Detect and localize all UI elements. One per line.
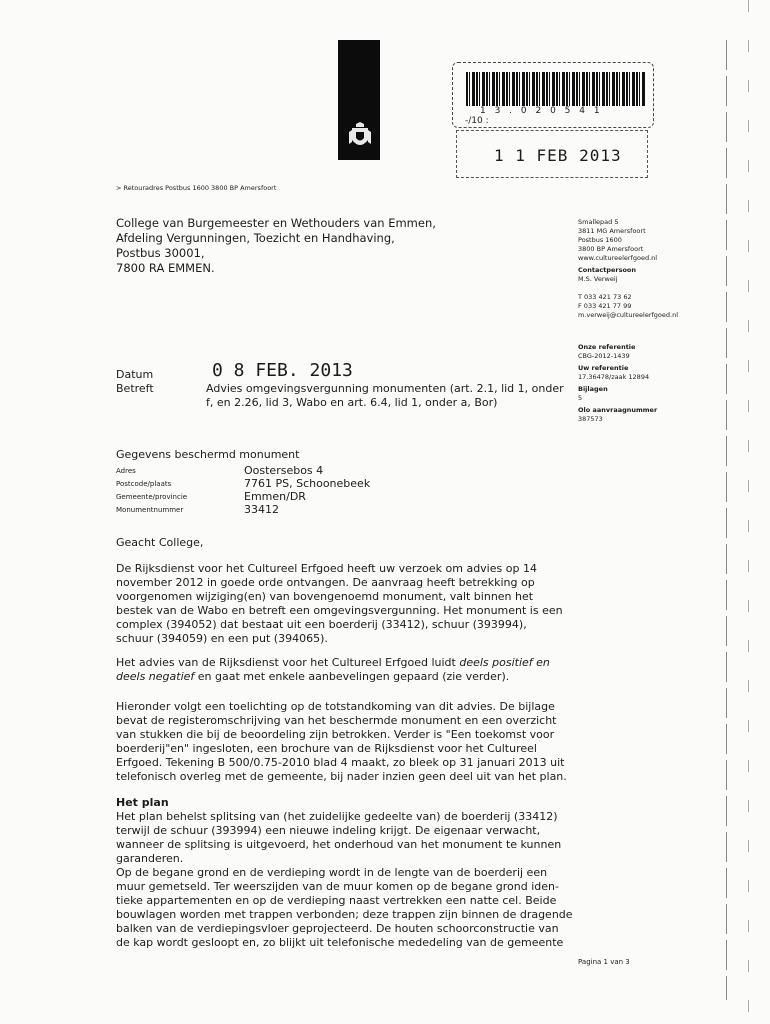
date-value: 0 8 FEB. 2013: [212, 360, 353, 381]
our-reference: CBG-2012-1439: [578, 352, 630, 360]
page-number: Pagina 1 van 3: [578, 958, 630, 966]
sender-postcode: 3811 MG Amersfoort: [578, 227, 646, 235]
attachments-heading: Bijlagen: [578, 385, 608, 393]
monument-row-label: Adres: [116, 467, 136, 475]
sender-postbus: Postbus 1600: [578, 236, 622, 244]
your-reference: 17.36478/zaak 12894: [578, 373, 650, 381]
addressee-line: Postbus 30001,: [116, 246, 205, 260]
paragraph-line: terwijl de schuur (393994) een nieuwe indeling krijgt. De eigenaar verwacht,: [116, 824, 541, 837]
paragraph-line: voorgenomen wijziging(en) van bovengenoemd monument, valt binnen het: [116, 590, 534, 603]
olo-number: 387573: [578, 415, 603, 423]
contact-name: M.S. Verweij: [578, 275, 618, 283]
sender-website: www.cultureelerfgoed.nl: [578, 254, 658, 262]
contact-email: m.verweij@cultureelerfgoed.nl: [578, 311, 679, 319]
monument-row-value: Oostersebos 4: [244, 464, 324, 477]
addressee-line: 7800 RA EMMEN.: [116, 261, 215, 275]
paragraph-line: wanneer de splitsing is uitgevoerd, het onderhoud van het monument te kunnen: [116, 838, 562, 851]
paragraph-line: Op de begane grond en de verdieping wordt in de lengte van de boerderij een: [116, 866, 548, 879]
paragraph-line: Erfgoed. Tekening B 500/0.75-2010 blad 4 maakt, zo bleek op 31 januari 2013 uit: [116, 756, 565, 769]
paragraph-line: de kap wordt gesloopt en, zo blijkt uit telefonische mededeling van de gemeente: [116, 936, 564, 949]
olo-heading: Olo aanvraagnummer: [578, 406, 658, 414]
paragraph-line: telefonisch overleg met de gemeente, bij nader inzien geen deel uit van het plan.: [116, 770, 567, 783]
addressee-line: Afdeling Vergunningen, Toezicht en Handhaving,: [116, 231, 395, 245]
section-title: Het plan: [116, 796, 169, 809]
scan-edge-line: [748, 0, 749, 1024]
monument-row-value: 33412: [244, 503, 279, 516]
paragraph-line: bestek van de Wabo en betreft een omgevingsvergunning. Het monument is een: [116, 604, 563, 617]
return-address: > Retouradres Postbus 1600 3800 BP Amersfoort: [116, 184, 277, 192]
received-date: 1 1 FEB 2013: [494, 146, 622, 165]
paragraph-intro: [116, 562, 568, 646]
paragraph-line: complex (394052) dat bestaat uit een boerderij (33412), schuur (393994),: [116, 618, 527, 631]
advice-verdict: deels positief en: [459, 656, 550, 669]
sender-sidebar: [578, 218, 728, 424]
monument-row-label: Gemeente/provincie: [116, 493, 188, 501]
advice-verdict: deels negatief: [116, 670, 195, 683]
monument-row-value: Emmen/DR: [244, 490, 306, 503]
paragraph-line: De Rijksdienst voor het Cultureel Erfgoed heeft uw verzoek om advies op 14: [116, 562, 537, 575]
paragraph-line: Het plan behelst splitsing van (het zuidelijke gedeelte van) de boerderij (33412): [116, 810, 558, 823]
monument-row-value: 7761 PS, Schoonebeek: [244, 477, 371, 490]
paragraph-advice: [116, 656, 568, 684]
paragraph-line: november 2012 in goede orde ontvangen. De aanvraag heeft betrekking op: [116, 576, 535, 589]
advice-text: Het advies van de Rijksdienst voor het Cultureel Erfgoed luidt: [116, 656, 460, 669]
sender-postbus-city: 3800 BP Amersfoort: [578, 245, 644, 253]
paragraph-line: tieke appartementen en op de verdieping naast vertrekken een natte cel. Beide: [116, 894, 557, 907]
paragraph-line: boerderij"en" ingesloten, een brochure van de Rijksdienst voor het Cultureel: [116, 742, 537, 755]
salutation: Geacht College,: [116, 536, 204, 549]
our-reference-heading: Onze referentie: [578, 343, 636, 351]
barcode: [466, 72, 646, 106]
paragraph-line: schuur (394059) en een put (394065).: [116, 632, 328, 645]
paragraph-line: bouwlagen worden met trappen verbonden; deze trappen zijn binnen de dragende: [116, 908, 573, 921]
paragraph-line: garanderen.: [116, 852, 184, 865]
paragraph-line: bevat de registeromschrijving van het beschermde monument en een overzicht: [116, 714, 557, 727]
contact-fax: F 033 421 77 99: [578, 302, 632, 310]
stamp-reference: -/10 :: [465, 116, 489, 126]
monument-row-label: Monumentnummer: [116, 506, 184, 514]
advice-text: en gaat met enkele aanbevelingen gepaard (zie verder).: [194, 670, 510, 683]
paragraph-plan: [116, 810, 573, 950]
addressee-block: [116, 216, 436, 276]
scan-edge-line: [726, 40, 727, 1000]
addressee-line: College van Burgemeester en Wethouders van Emmen,: [116, 216, 436, 230]
paragraph-explanation: [116, 700, 568, 784]
paragraph-line: Hieronder volgt een toelichting op de totstandkoming van dit advies. De bijlage: [116, 700, 555, 713]
subject-label: Betreft: [116, 382, 154, 395]
paragraph-line: balken van de verdiepingsvloer geprojecteerd. De houten schoorconstructie van: [116, 922, 559, 935]
subject-text: Advies omgevingsvergunning monumenten (art. 2.1, lid 1, onder f, en 2.26, lid 3, Wabo en art. 6.4, lid 1, onder a, Bor): [206, 382, 564, 409]
date-label: Datum: [116, 368, 154, 381]
crest-icon: [348, 122, 372, 152]
paragraph-line: [116, 670, 568, 684]
contact-heading: Contactpersoon: [578, 266, 637, 274]
barcode-number: 1 3 . 0 2 0 5 4 1: [480, 106, 603, 116]
paragraph-line: muur gemetseld. Ter weerszijden van de muur komen op de begane grond iden-: [116, 880, 559, 893]
sender-street: Smallepad 5: [578, 218, 619, 226]
monument-row-label: Postcode/plaats: [116, 480, 172, 488]
paragraph-line: [116, 656, 568, 670]
your-reference-heading: Uw referentie: [578, 364, 629, 372]
monument-heading: Gegevens beschermd monument: [116, 448, 300, 461]
contact-phone: T 033 421 73 62: [578, 293, 632, 301]
paragraph-line: van stukken die bij de beoordeling zijn betrokken. Verder is "Een toekomst voor: [116, 728, 555, 741]
attachments-count: 5: [578, 394, 583, 402]
